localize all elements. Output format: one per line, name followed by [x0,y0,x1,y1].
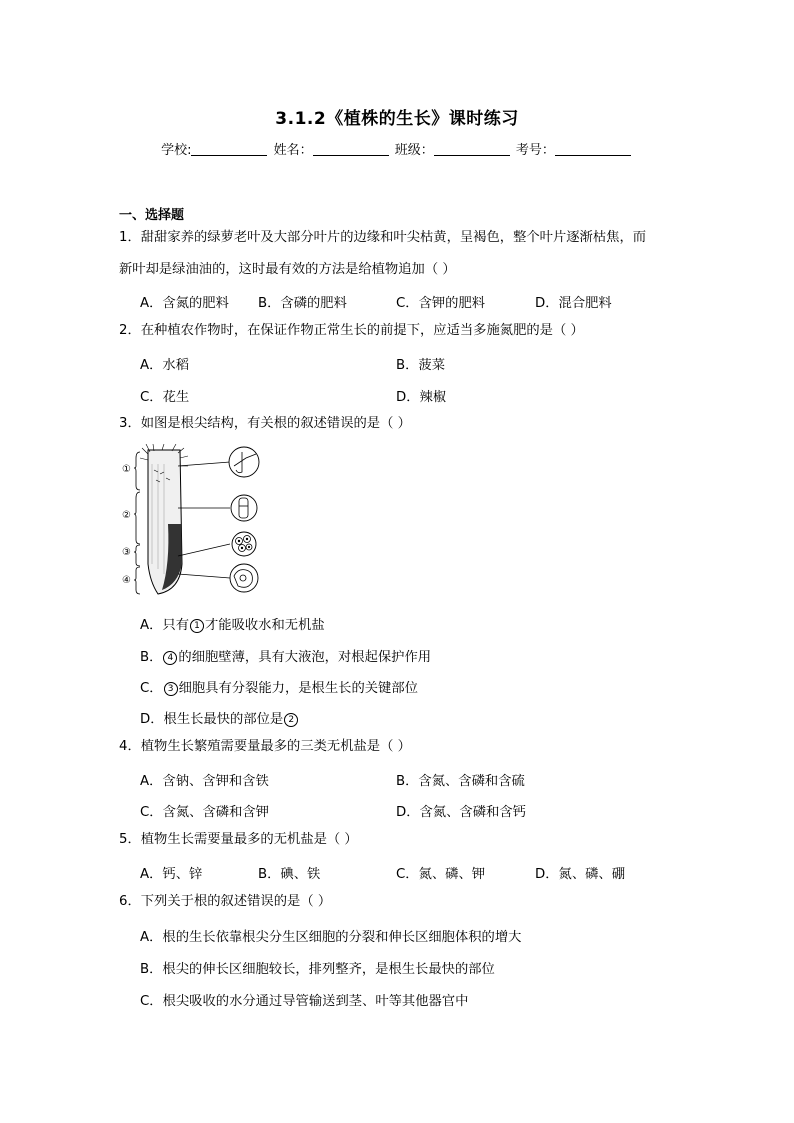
question-4-option-d[interactable]: D．含氮、含磷和含钙 [396,805,526,820]
question-5-stem: 5．植物生长需要量最多的无机盐是（ ） [119,832,358,847]
exam-number-label: 考号： [515,143,555,158]
question-1-option-c[interactable]: C．含钾的肥料 [396,296,486,311]
diagram-label-2: ② [122,510,131,521]
question-1-option-d[interactable]: D．混合肥料 [535,296,612,311]
question-1-option-b[interactable]: B．含磷的肥料 [258,296,347,311]
question-2-option-d[interactable]: D．辣椒 [396,390,447,405]
question-5-option-b[interactable]: B．碘、铁 [258,867,321,882]
question-4-option-b[interactable]: B．含氮、含磷和含硫 [396,774,525,789]
question-1-option-a[interactable]: A．含氮的肥料 [140,296,229,311]
question-3-option-a-prefix: A．只有 [140,618,189,633]
question-3-option-c-prefix: C． [140,681,163,696]
name-blank[interactable] [313,141,389,156]
question-6-stem: 6．下列关于根的叙述错误的是（ ） [119,894,332,909]
diagram-label-4: ④ [122,575,131,586]
circled-number-3: 3 [164,682,178,696]
question-6-option-c[interactable]: C．根尖吸收的水分通过导管输送到茎、叶等其他器官中 [140,994,469,1009]
name-label: 姓名： [273,143,313,158]
page-title: 3.1.2《植株的生长》课时练习 [275,109,519,129]
question-3-option-a[interactable] [140,614,325,633]
school-label: 学校: [161,143,192,158]
section-title: 一、选择题 [119,208,185,223]
diagram-label-1: ① [122,464,131,475]
question-3-option-d[interactable] [140,708,299,727]
question-1-line-1: 1．甜甜家养的绿萝老叶及大部分叶片的边缘和叶尖枯黄，呈褐色，整个叶片逐渐枯焦，而 [119,230,647,245]
question-3-option-b-suffix: 的细胞壁薄，具有大液泡，对根起保护作用 [178,650,432,665]
question-2-option-b[interactable]: B．菠菜 [396,358,446,373]
class-blank[interactable] [434,141,510,156]
question-3-option-a-suffix: 才能吸收水和无机盐 [205,618,325,633]
question-6-option-b[interactable]: B．根尖的伸长区细胞较长，排列整齐，是根生长最快的部位 [140,962,495,977]
question-5-option-d[interactable]: D．氮、磷、硼 [535,867,626,882]
student-info-line [0,139,794,158]
exam-number-blank[interactable] [555,141,631,156]
question-4-stem: 4．植物生长繁殖需要量最多的三类无机盐是（ ） [119,739,411,754]
pointer-lines [178,462,230,578]
circled-number-4: 4 [163,651,177,665]
school-blank[interactable] [191,141,267,156]
question-2-option-a[interactable]: A．水稻 [140,358,189,373]
question-3-stem: 3．如图是根尖结构，有关根的叙述错误的是（ ） [119,416,411,431]
question-3-option-d-prefix: D．根生长最快的部位是 [140,712,284,727]
question-4-option-c[interactable]: C．含氮、含磷和含钾 [140,805,269,820]
diagram-label-3: ③ [122,547,131,558]
question-3-option-b[interactable] [140,646,431,665]
class-label: 班级： [394,143,434,158]
circled-number-1: 1 [190,619,204,633]
question-3-option-b-prefix: B． [140,650,163,665]
question-5-option-a[interactable]: A．钙、锌 [140,867,203,882]
question-4-option-a[interactable]: A．含钠、含钾和含铁 [140,774,269,789]
question-3-option-c-suffix: 细胞具有分裂能力，是根生长的关键部位 [178,681,418,696]
question-2-option-c[interactable]: C．花生 [140,390,190,405]
question-2-stem: 2．在种植农作物时，在保证作物正常生长的前提下，应适当多施氮肥的是（ ） [119,323,584,338]
zone-brackets [134,452,140,594]
question-3-option-c[interactable] [140,677,418,696]
root-tip-diagram [118,444,268,600]
question-1-line-2: 新叶却是绿油油的，这时最有效的方法是给植物追加（ ） [119,262,456,277]
circled-number-2: 2 [284,713,298,727]
cell-insets [229,447,259,592]
question-5-option-c[interactable]: C．氮、磷、钾 [396,867,486,882]
question-6-option-a[interactable]: A．根的生长依靠根尖分生区细胞的分裂和伸长区细胞体积的增大 [140,930,522,945]
